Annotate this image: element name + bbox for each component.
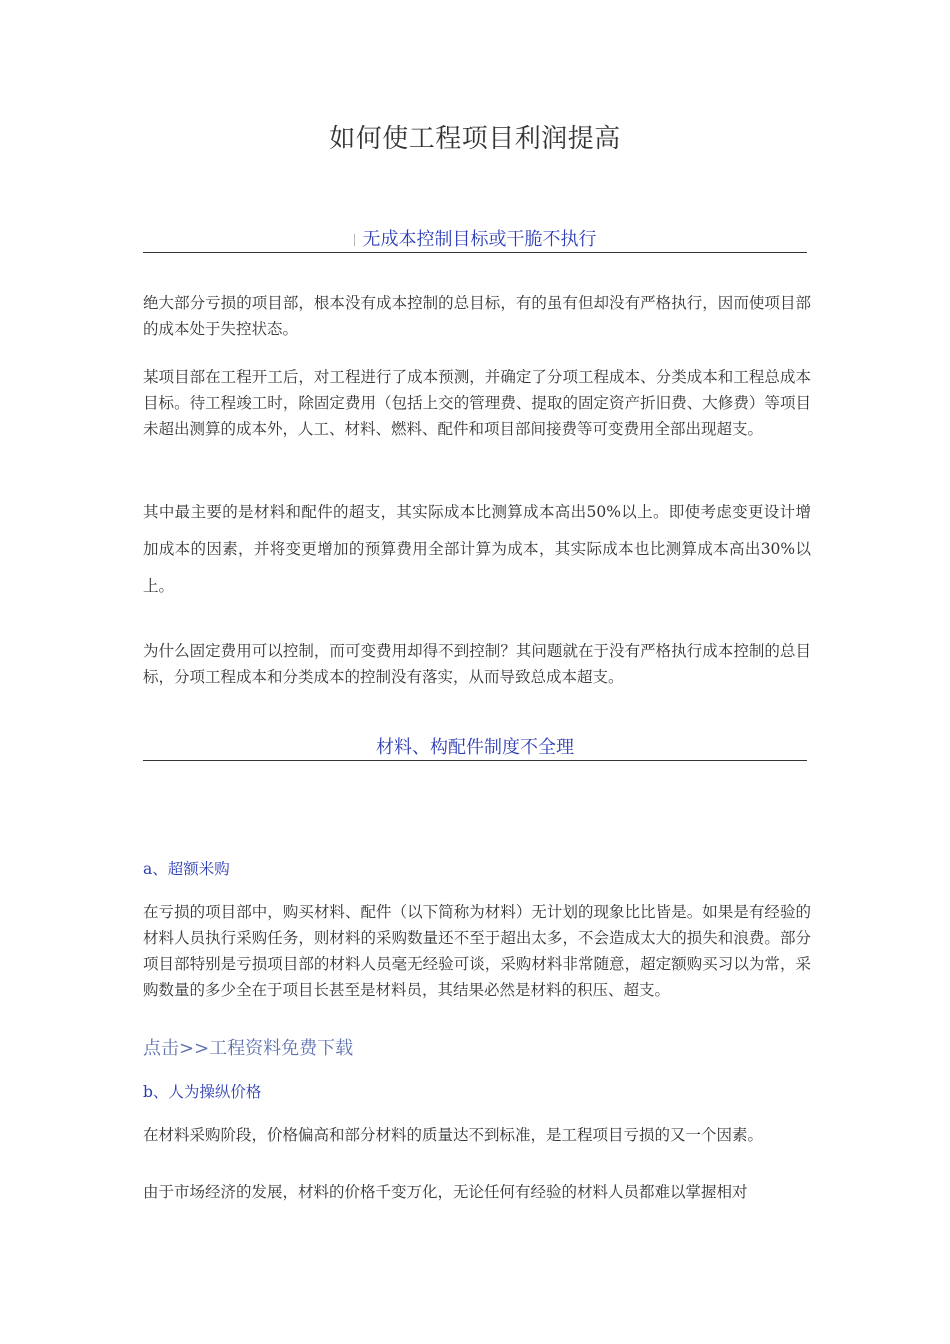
section-heading-2 (143, 736, 807, 761)
download-link[interactable]: 点击>>工程资料免费下载 (143, 1038, 354, 1059)
paragraph-2: 某项目部在工程开工后，对工程进行了成本预测，并确定了分项工程成本、分类成本和工程总成本目标。待工程竣工时，除固定费用（包括上交的管理费、提取的固定资产折旧费、大修费）等项目未超出测算的成本外，人工、材料、燃料、配件和项目部间接费等可变费用全部出现超支。 (143, 368, 811, 438)
heading-marker (354, 234, 355, 246)
paragraph-4: 为什么固定费用可以控制，而可变费用却得不到控制？其问题就在于没有严格执行成本控制的总目标，分项工程成本和分类成本的控制没有落实，从而导致总成本超支。 (143, 642, 811, 686)
subheading-b: b、人为操纵价格 (143, 1083, 262, 1101)
paragraph-1: 绝大部分亏损的项目部，根本没有成本控制的总目标，有的虽有但却没有严格执行，因而使项目部的成本处于失控状态。 (143, 294, 811, 338)
paragraph-6: 在材料采购阶段，价格偏高和部分材料的质量达不到标准，是工程项目亏损的又一个因素。 (143, 1126, 764, 1144)
section-heading-1 (143, 228, 807, 253)
paragraph-3: 其中最主要的是材料和配件的超支，其实际成本比测算成本高出50%以上。即使考虑变更设计增加成本的因素，并将变更增加的预算费用全部计算为成本，其实际成本也比测算成本高出30%以上。 (143, 503, 811, 595)
paragraph-7: 由于市场经济的发展，材料的价格千变万化，无论任何有经验的材料人员都难以掌握相对 (143, 1183, 748, 1201)
paragraph-5: 在亏损的项目部中，购买材料、配件（以下简称为材料）无计划的现象比比皆是。如果是有经验的材料人员执行采购任务，则材料的采购数量还不至于超出太多，不会造成太大的损失和浪费。部分项目部特别是亏损项目部的材料人员毫无经验可谈，采购材料非常随意，超定额购买习以为常，采购数量的多少全在于项目长甚至是材料员，其结果必然是材料的积压、超支。 (143, 903, 811, 999)
section-heading-1-text: 无成本控制目标或干脆不执行 (362, 229, 597, 250)
subheading-a: a、超额米购 (143, 860, 230, 878)
document-title: 如何使工程项目利润提高 (329, 124, 621, 154)
section-heading-2-text: 材料、构配件制度不全理 (376, 737, 574, 758)
